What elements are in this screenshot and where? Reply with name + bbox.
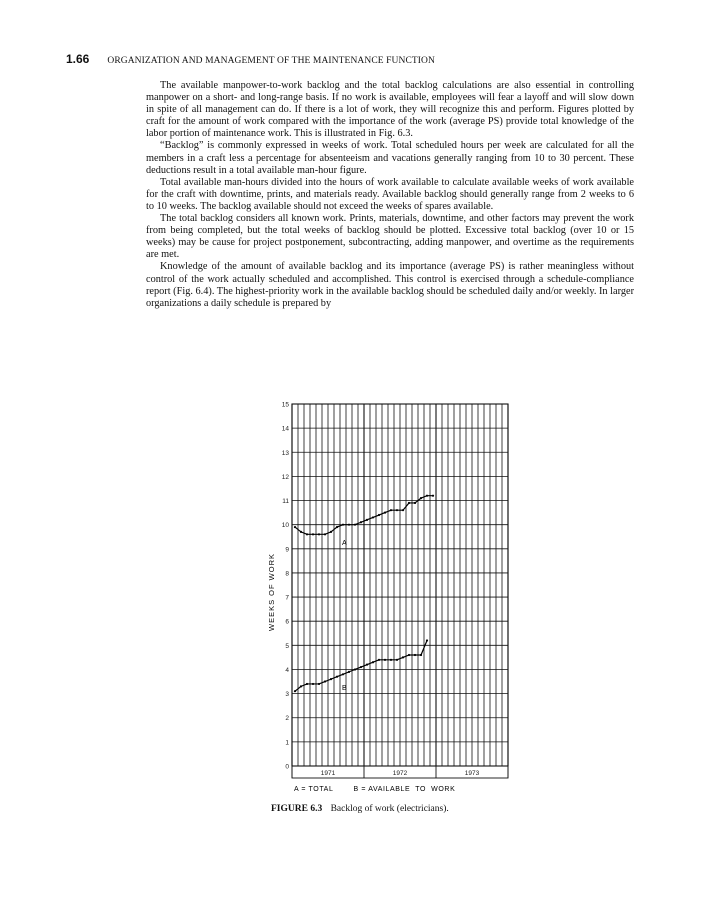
data-point <box>342 673 344 675</box>
data-point <box>384 659 386 661</box>
data-point <box>300 685 302 687</box>
data-point <box>366 664 368 666</box>
y-tick-label: 2 <box>285 715 289 723</box>
data-point <box>432 495 434 497</box>
data-point <box>336 676 338 678</box>
running-head: ORGANIZATION AND MANAGEMENT OF THE MAINTENANCE FUNCTION <box>107 56 435 66</box>
page-header <box>66 50 666 68</box>
data-point <box>408 654 410 656</box>
paragraph: The total backlog considers all known work. Prints, materials, downtime, and other factors may prevent the work from being completed, but the total weeks of backlog should be plotted. Excessive total backlog (over 10 or 15 weeks) may be cause for project postponement, subcontracting, adding manpower, and overtime as the requirements are met. <box>146 213 634 261</box>
data-point <box>396 659 398 661</box>
data-point <box>330 531 332 533</box>
data-point <box>306 533 308 535</box>
figure-caption <box>271 804 449 814</box>
data-point <box>336 526 338 528</box>
data-point <box>420 654 422 656</box>
data-point <box>408 502 410 504</box>
paragraph: Knowledge of the amount of available backlog and its importance (average PS) is rather meaningless without control of the work actually scheduled and accomplished. This control is exercised through a schedule-compliance report (Fig. 6.4). The highest-priority work in the available backlog should be scheduled daily and/or weekly. In larger organizations a daily schedule is prepared by <box>146 261 634 309</box>
data-point <box>426 495 428 497</box>
data-point <box>414 654 416 656</box>
data-point <box>354 668 356 670</box>
paragraph: “Backlog” is commonly expressed in weeks of work. Total scheduled hours per week are calculated for all the members in a craft less a percentage for absenteeism and vacations generally ranging from 10 to 30 percent. These deductions result in a total available man-hour figure. <box>146 140 634 176</box>
x-year-label: 1972 <box>392 770 408 777</box>
data-point <box>426 639 428 641</box>
data-point <box>294 690 296 692</box>
y-tick-label: 10 <box>281 522 289 530</box>
data-point <box>390 509 392 511</box>
y-tick-label: 7 <box>285 594 289 602</box>
series-label: A <box>342 540 347 548</box>
body-text <box>146 80 634 310</box>
data-point <box>324 680 326 682</box>
x-axis-labels <box>321 770 480 777</box>
figure-label: FIGURE 6.3 <box>271 804 323 814</box>
x-year-label: 1973 <box>464 770 480 777</box>
figure-caption-text: Backlog of work (electricians). <box>330 804 449 814</box>
data-point <box>342 524 344 526</box>
data-point <box>402 656 404 658</box>
data-point <box>402 509 404 511</box>
data-point <box>318 533 320 535</box>
data-point <box>312 683 314 685</box>
paragraph: The available manpower-to-work backlog and the total backlog calculations are also essential in controlling manpower on a short- and long-range basis. If no work is available, employees will fear a layoff and will slow down in spite of all management can do. If there is a lot of work, they will recognize this and perform. Figures plotted by craft for the amount of work compared with the importance of the work (average PS) provide total knowledge of the labor portion of maintenance work. This is illustrated in Fig. 6.3. <box>146 80 634 140</box>
y-tick-label: 3 <box>285 691 289 699</box>
data-point <box>360 521 362 523</box>
series-line <box>295 641 427 692</box>
data-point <box>372 661 374 663</box>
data-point <box>300 531 302 533</box>
data-point <box>324 533 326 535</box>
chart-grid <box>292 404 508 778</box>
y-tick-label: 5 <box>285 642 289 650</box>
data-point <box>330 678 332 680</box>
y-tick-label: 14 <box>281 425 289 433</box>
data-point <box>318 683 320 685</box>
y-tick-label: 15 <box>281 401 289 409</box>
paragraph: Total available man-hours divided into the hours of work available to calculate available weeks of work available for the craft with downtime, prints, and materials ready. Available backlog should generally range from 2 weeks to 6 to 10 weeks. The backlog available should not exceed the weeks of spares available. <box>146 176 634 212</box>
y-tick-label: 13 <box>281 449 289 457</box>
data-point <box>414 502 416 504</box>
series-label: B <box>342 684 347 692</box>
data-point <box>420 497 422 499</box>
data-point <box>390 659 392 661</box>
y-tick-label: 4 <box>285 666 289 674</box>
x-year-label: 1971 <box>320 770 336 777</box>
data-point <box>372 516 374 518</box>
data-point <box>348 524 350 526</box>
data-point <box>366 519 368 521</box>
data-point <box>294 526 296 528</box>
y-tick-label: 9 <box>285 546 289 554</box>
series-B <box>294 639 428 692</box>
y-tick-label: 11 <box>282 498 289 506</box>
data-point <box>306 683 308 685</box>
y-tick-label: 12 <box>281 473 289 481</box>
y-axis-ticks <box>282 402 290 771</box>
y-tick-label: 1 <box>285 739 289 747</box>
page-number: 1.66 <box>66 52 90 66</box>
backlog-chart <box>258 396 520 798</box>
data-point <box>378 514 380 516</box>
y-axis-label: WEEKS OF WORK <box>267 552 276 632</box>
data-point <box>348 671 350 673</box>
data-point <box>378 659 380 661</box>
data-point <box>312 533 314 535</box>
data-point <box>360 666 362 668</box>
data-point <box>384 512 386 514</box>
data-point <box>354 524 356 526</box>
data-point <box>396 509 398 511</box>
y-tick-label: 6 <box>285 618 289 626</box>
chart-legend: A = TOTAL B = AVAILABLE TO WORK <box>294 786 456 793</box>
y-tick-label: 0 <box>285 763 289 771</box>
y-tick-label: 8 <box>285 570 289 578</box>
